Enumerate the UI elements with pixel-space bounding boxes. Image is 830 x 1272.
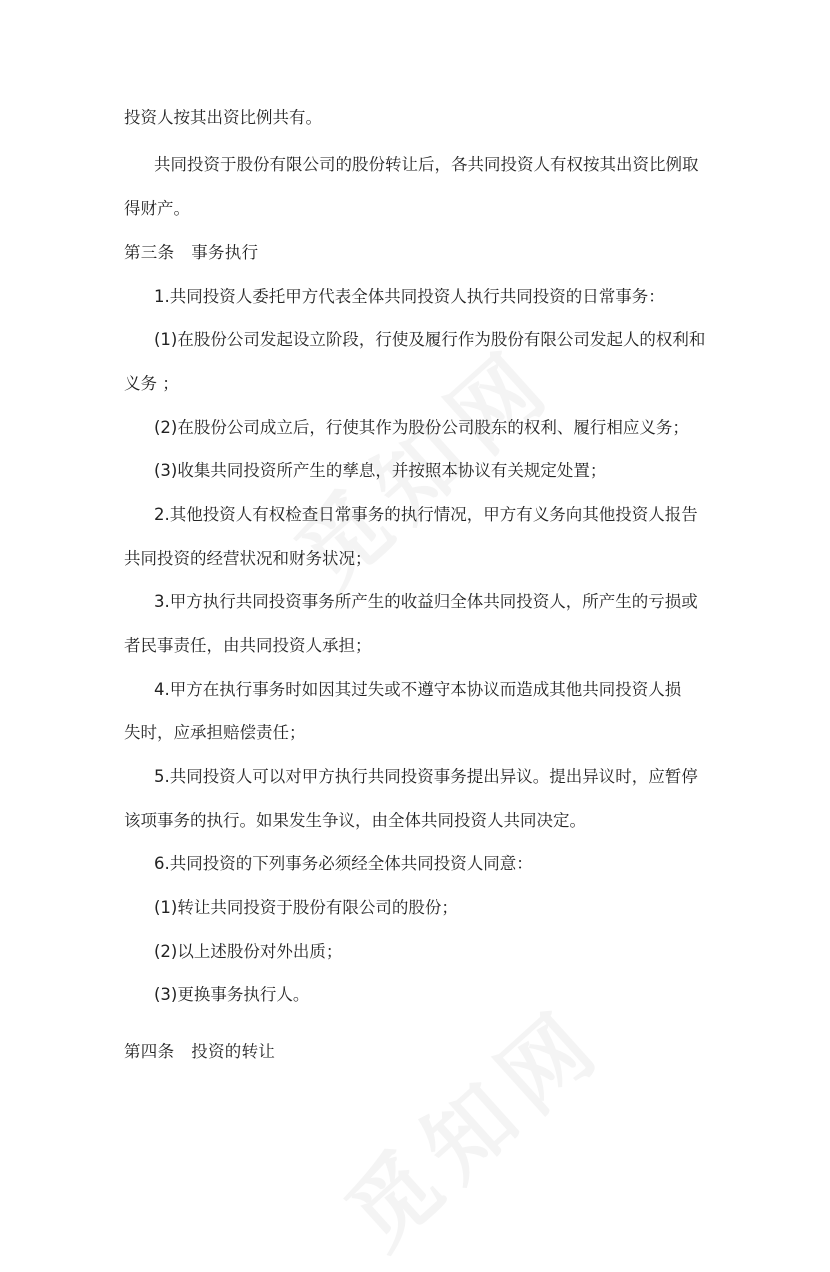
paragraph-line: (1)在股份公司发起设立阶段，行使及履行作为股份有限公司发起人的权利和 bbox=[154, 330, 706, 349]
paragraph-line: 6.共同投资的下列事务必须经全体共同投资人同意： bbox=[154, 854, 533, 873]
paragraph-line: 该项事务的执行。如果发生争议，由全体共同投资人共同决定。 bbox=[124, 811, 586, 830]
paragraph-line: 共同投资的经营状况和财务状况； bbox=[124, 549, 372, 568]
paragraph-line: 失时，应承担赔偿责任； bbox=[124, 723, 306, 742]
section-heading: 第三条 事务执行 bbox=[124, 243, 259, 262]
paragraph-line: (2)以上述股份对外出质； bbox=[154, 942, 343, 961]
paragraph-line: 1.共同投资人委托甲方代表全体共同投资人执行共同投资的日常事务： bbox=[154, 287, 665, 306]
paragraph-line: 4.甲方在执行事务时如因其过失或不遵守本协议而造成其他共同投资人损 bbox=[154, 680, 682, 699]
paragraph-line: (3)更换事务执行人。 bbox=[154, 985, 310, 1004]
paragraph-line: 2.其他投资人有权检查日常事务的执行情况，甲方有义务向其他投资人报告 bbox=[154, 505, 698, 524]
watermark bbox=[315, 974, 627, 1272]
paragraph-line: (1)转让共同投资于股份有限公司的股份； bbox=[154, 898, 458, 917]
paragraph-line: 得财产。 bbox=[124, 199, 190, 218]
paragraph-line: 共同投资于股份有限公司的股份转让后，各共同投资人有权按其出资比例取 bbox=[154, 155, 699, 174]
paragraph-line: 义务 ； bbox=[124, 374, 179, 393]
paragraph-line: (2)在股份公司成立后，行使其作为股份公司股东的权利、履行相应义务； bbox=[154, 418, 689, 437]
paragraph-line: 者民事责任，由共同投资人承担； bbox=[124, 636, 372, 655]
paragraph-line: 3.甲方执行共同投资事务所产生的收益归全体共同投资人，所产生的亏损或 bbox=[154, 592, 698, 611]
section-heading: 第四条 投资的转让 bbox=[124, 1042, 276, 1061]
paragraph-line: 投资人按其出资比例共有。 bbox=[124, 108, 322, 127]
paragraph-line: 5.共同投资人可以对甲方执行共同投资事务提出异议。提出异议时，应暂停 bbox=[154, 767, 698, 786]
paragraph-line: (3)收集共同投资所产生的孳息，并按照本协议有关规定处置； bbox=[154, 461, 607, 480]
